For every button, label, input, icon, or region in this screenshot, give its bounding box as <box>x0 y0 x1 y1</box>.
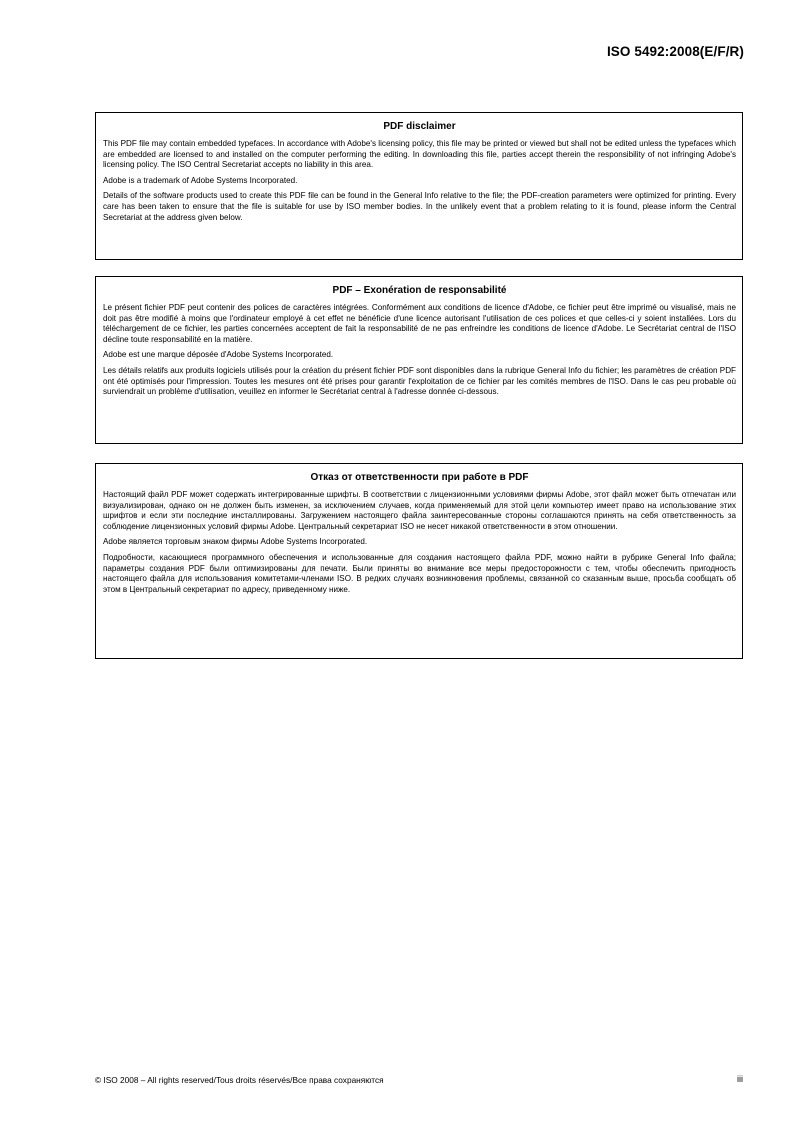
disclaimer-paragraph: Details of the software products used to create this PDF file can be found in the General Info relative to the file; the PDF-creation parameters were optimized for printing. Every care has been taken to ensure that the file is suitable for use by ISO member bodies. In the unlikely event that a problem relating to it is found, please inform the Central Secretariat at the address given below. <box>103 191 736 222</box>
footer-copyright: © ISO 2008 – All rights reserved/Tous droits réservés/Все права сохраняются <box>95 1075 384 1085</box>
disclaimer-paragraph: This PDF file may contain embedded typefaces. In accordance with Adobe's licensing policy, this file may be printed or viewed but shall not be edited unless the typefaces which are embedded are licensed to and installed on the computer performing the editing. In downloading this file, parties accept therein the responsibility of not infringing Adobe's licensing policy. The ISO Central Secretariat accepts no liability in this area. <box>103 139 736 170</box>
disclaimer-paragraph: Настоящий файл PDF может содержать интегрированные шрифты. В соответствии с лицензионными условиями фирмы Adobe, этот файл может быть отпечатан или визуализирован, однако он не должен быть изменен, за исключением случаев, когда применяемый для этой цели компьютер имеет право на использование этих шрифтов и если эти последние инсталлированы. Загружением настоящего файла заинтересованные стороны соглашаются принять на себя ответственность за соблюдение лицензионных условий фирмы Adobe. Центральный секретариат ISO не несет никакой ответственности в этом отношении. <box>103 490 736 531</box>
disclaimer-paragraph: Le présent fichier PDF peut contenir des polices de caractères intégrées. Conformément aux conditions de licence d'Adobe, ce fichier peut être imprimé ou visualisé, mais ne doit pas être modifié à moins que l'ordinateur employé à cet effet ne bénéficie d'une licence autorisant l'utilisation de ces polices et que celles-ci y soient installées. Lors du téléchargement de ce fichier, les parties concernées acceptent de fait la responsabilité de ne pas enfreindre les conditions de licence d'Adobe. Le Secrétariat central de l'ISO décline toute responsabilité en la matière. <box>103 303 736 344</box>
disclaimer-title-english: PDF disclaimer <box>383 121 456 132</box>
disclaimer-paragraph: Adobe est une marque déposée d'Adobe Systems Incorporated. <box>103 350 334 360</box>
disclaimer-paragraph: Adobe является торговым знаком фирмы Adobe Systems Incorporated. <box>103 537 368 547</box>
disclaimer-box-russian <box>95 463 743 659</box>
page-number: iii <box>737 1074 743 1084</box>
disclaimer-box-french <box>95 276 743 444</box>
disclaimer-box-english <box>95 112 743 260</box>
disclaimer-title-russian: Отказ от ответственности при работе в PDF <box>310 472 529 483</box>
disclaimer-paragraph: Les détails relatifs aux produits logiciels utilisés pour la création du présent fichier PDF sont disponibles dans la rubrique General Info du fichier; les paramètres de création PDF ont été optimisés pour l'impression. Toutes les mesures ont été prises pour garantir l'exploitation de ce fichier par les comités membres de l'ISO. Dans le cas peu probable où surviendrait un problème d'utilisation, veuillez en informer le Secrétariat central à l'adresse donnée ci-dessous. <box>103 365 736 397</box>
disclaimer-paragraph: Подробности, касающиеся программного обеспечения и использованные для создания настоящего файла PDF, можно найти в рубрике General Info файла; параметры создания PDF были оптимизированы для печати. Были приняты во внимание все меры предосторожности с тем, чтобы обеспечить пригодность настоящего файла для использования комитетами-членами ISO. В редких случаях возникновения проблемы, связанной со сказанным выше, просьба сообщать об этом в Центральный секретариат по адресу, приведенному ниже. <box>103 552 736 594</box>
disclaimer-title-french: PDF – Exonération de responsabilité <box>332 285 507 296</box>
disclaimer-paragraph: Adobe is a trademark of Adobe Systems Incorporated. <box>103 175 298 185</box>
document-id: ISO 5492:2008(E/F/R) <box>606 44 744 59</box>
